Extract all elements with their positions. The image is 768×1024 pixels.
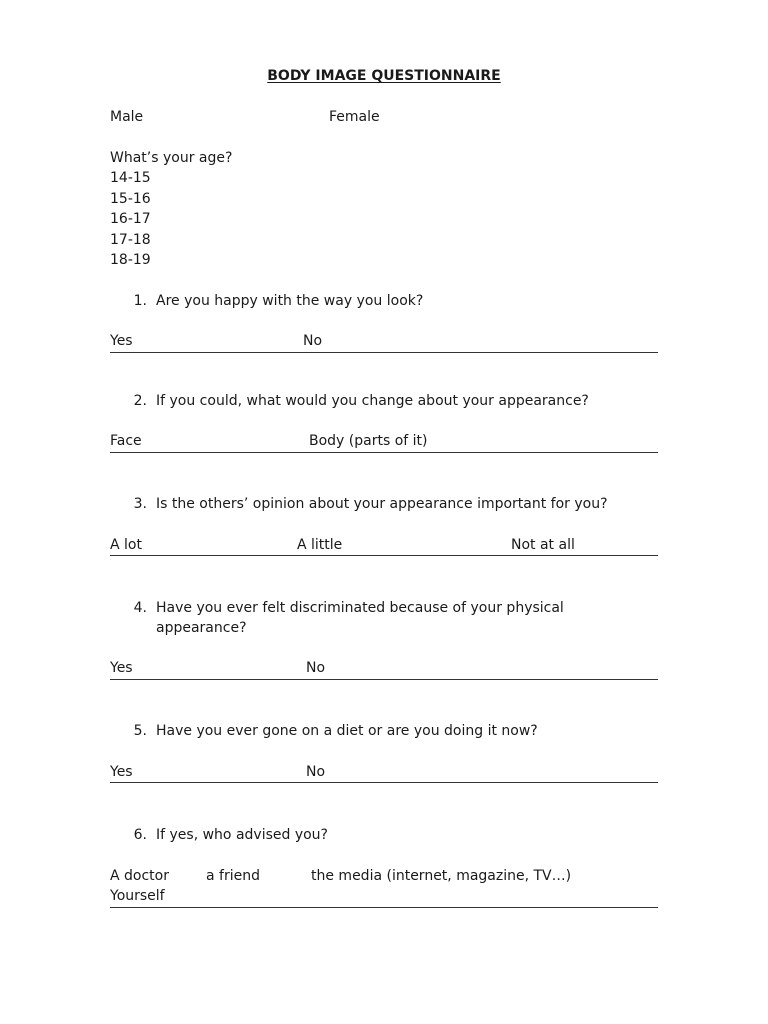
question-number: 3. [133,496,147,512]
answer-rule [110,782,658,783]
answer-option: A lot [110,537,142,553]
answer-option: a friend [206,868,260,884]
answer-option: No [306,660,326,676]
answer-option: Face [110,433,142,449]
answer-option: Yes [110,660,133,676]
answer-rule [110,452,658,453]
answer-option: Yourself [110,888,165,904]
question-text: Have you ever felt discriminated because of your physical [156,600,564,616]
age-option: 14-15 [110,170,151,186]
answer-option: No [303,333,323,349]
answer-rule [110,679,658,680]
answer-option: Body (parts of it) [309,433,428,449]
answer-rule [110,352,658,353]
answer-option: Yes [110,764,133,780]
answer-option: A doctor [110,868,169,884]
question-text-continued: appearance? [156,620,247,636]
question-text: Are you happy with the way you look? [156,293,424,309]
gender-option-male: Male [110,109,144,125]
question-text: Is the others’ opinion about your appearance important for you? [156,496,608,512]
answer-rule [110,555,658,556]
question-number: 2. [133,393,147,409]
age-option: 18-19 [110,252,151,268]
answer-option: A little [297,537,343,553]
question-number: 6. [133,827,147,843]
page-title: BODY IMAGE QUESTIONNAIRE [267,68,501,84]
question-number: 4. [133,600,147,616]
answer-option: Yes [110,333,133,349]
question-text: If you could, what would you change about your appearance? [156,393,589,409]
answer-option: the media (internet, magazine, TV…) [311,868,572,884]
gender-option-female: Female [329,109,380,125]
age-option: 15-16 [110,191,151,207]
question-text: If yes, who advised you? [156,827,328,843]
question-number: 1. [133,293,147,309]
age-option: 17-18 [110,232,151,248]
question-number: 5. [133,723,147,739]
answer-option: No [306,764,326,780]
answer-option: Not at all [511,537,575,553]
age-question: What’s your age? [110,150,233,166]
age-option: 16-17 [110,211,151,227]
answer-rule [110,907,658,908]
question-text: Have you ever gone on a diet or are you doing it now? [156,723,538,739]
